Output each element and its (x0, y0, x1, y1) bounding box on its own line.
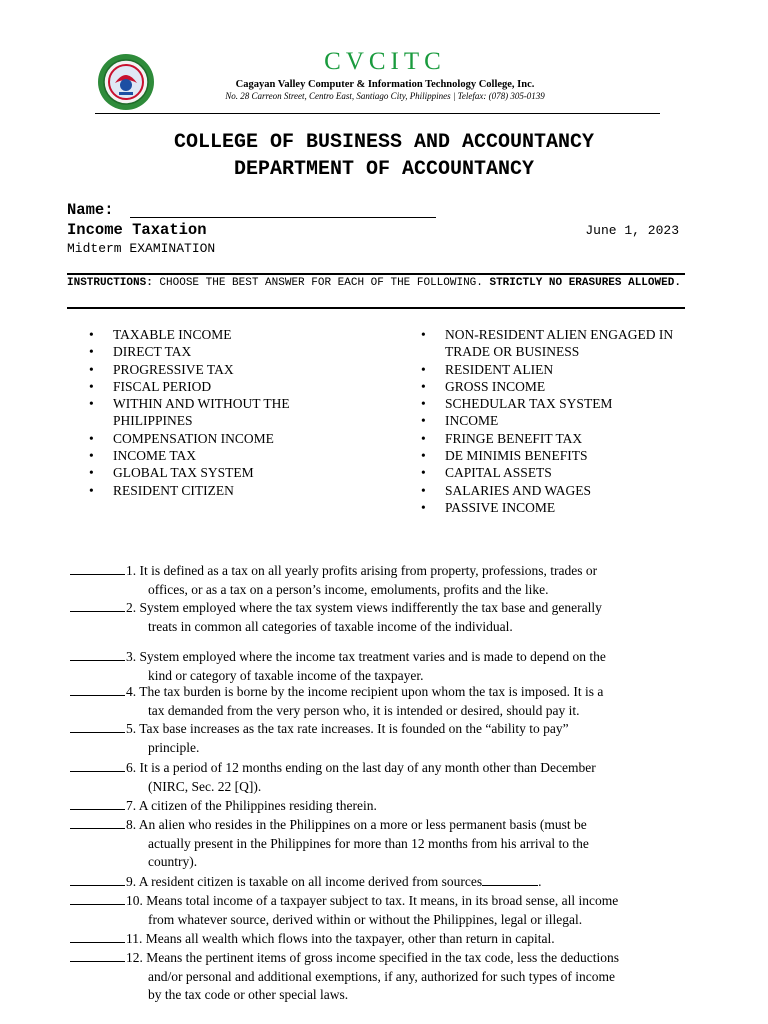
list-item: • DIRECT TAX (89, 343, 334, 360)
question-4: 4. The tax burden is borne by the income recipient upon whom the tax is imposed. It is a tax demanded from the very person who, it is intended or desired, should pay it. (70, 682, 690, 720)
college-logo-icon (97, 53, 155, 111)
question-1: 1. It is defined as a tax on all yearly profits arising from property, professions, trades or offices, or as a tax on a person’s income, emoluments, profits and the like. (70, 561, 690, 599)
exam-date: June 1, 2023 (585, 223, 679, 238)
terms-list-left (89, 326, 334, 499)
list-item: • SALARIES AND WAGES (421, 482, 691, 499)
instructions-text: CHOOSE THE BEST ANSWER FOR EACH OF THE FOLLOWING. (152, 277, 490, 289)
question-6: 6. It is a period of 12 months ending on the last day of any month other than December (NIRC, Sec. 22 [Q]). (70, 758, 690, 796)
question-11: 11. Means all wealth which flows into the taxpayer, other than return in capital. (70, 929, 690, 949)
list-item: • NON-RESIDENT ALIEN ENGAGED IN TRADE OR BUSINESS (421, 326, 691, 361)
question-10: 10. Means total income of a taxpayer subject to tax. It means, in its broad sense, all income from whatever source, derived within or without the Philippines, legal or illegal. (70, 891, 690, 929)
answer-blank[interactable] (70, 598, 125, 612)
exam-type: Midterm EXAMINATION (67, 241, 216, 256)
subject-title: Income Taxation (67, 221, 207, 239)
list-item: • WITHIN AND WITHOUT THE PHILIPPINES (89, 395, 334, 430)
question-2: 2. System employed where the tax system views indifferently the tax base and generally treats in common all categories of taxable income of the individual. (70, 598, 690, 636)
list-item: • FISCAL PERIOD (89, 378, 334, 395)
list-item: • GLOBAL TAX SYSTEM (89, 464, 334, 481)
answer-blank[interactable] (70, 948, 125, 962)
question-8: 8. An alien who resides in the Philippines on a more or less permanent basis (must be actually present in the Philippines for more than 12 months from his arrival to the country). (70, 815, 690, 872)
college-name: Cagayan Valley Computer & Information Technology College, Inc. (235, 79, 535, 90)
list-item: • INCOME TAX (89, 447, 334, 464)
question-7: 7. A citizen of the Philippines residing therein. (70, 796, 690, 816)
question-9: 9. A resident citizen is taxable on all income derived from sources . (70, 872, 690, 892)
list-item: • RESIDENT CITIZEN (89, 482, 334, 499)
answer-blank[interactable] (70, 561, 125, 575)
list-item: • TAXABLE INCOME (89, 326, 334, 343)
instructions-strict: STRICTLY NO ERASURES ALLOWED. (489, 277, 681, 289)
department-title-line1: COLLEGE OF BUSINESS AND ACCOUNTANCY (173, 131, 595, 154)
answer-blank[interactable] (70, 682, 125, 696)
header-divider (95, 113, 660, 114)
name-label: Name: (67, 201, 114, 219)
list-item: • GROSS INCOME (421, 378, 691, 395)
list-item: • DE MINIMIS BENEFITS (421, 447, 691, 464)
answer-blank[interactable] (70, 719, 125, 733)
question-3: 3. System employed where the income tax treatment varies and is made to depend on the kind or category of taxable income of the taxpayer. (70, 647, 690, 685)
question-12: 12. Means the pertinent items of gross income specified in the tax code, less the deductions and/or personal and additional exemptions, if any, authorized for such types of income by the tax code or other special laws. (70, 948, 690, 1005)
instructions-label: INSTRUCTIONS: (67, 277, 153, 289)
list-item: • SCHEDULAR TAX SYSTEM (421, 395, 691, 412)
answer-blank[interactable] (70, 872, 125, 886)
college-abbreviation: CVCITC (324, 48, 446, 75)
list-item: • CAPITAL ASSETS (421, 464, 691, 481)
answer-blank[interactable] (70, 796, 125, 810)
list-item: • PROGRESSIVE TAX (89, 361, 334, 378)
list-item: • FRINGE BENEFIT TAX (421, 430, 691, 447)
college-address: No. 28 Carreon Street, Centro East, Santiago City, Philippines | Telefax: (078) 305-0139 (225, 91, 545, 101)
answer-blank[interactable] (70, 758, 125, 772)
list-item: • PASSIVE INCOME (421, 499, 691, 516)
department-title-line2: DEPARTMENT OF ACCOUNTANCY (233, 158, 535, 181)
instructions-bottom-rule (67, 307, 685, 309)
name-field-line (130, 217, 436, 218)
instructions-top-rule (67, 273, 685, 275)
answer-blank[interactable] (70, 929, 125, 943)
answer-blank[interactable] (70, 647, 125, 661)
answer-blank[interactable] (70, 815, 125, 829)
sources-blank[interactable] (482, 872, 538, 886)
list-item: • COMPENSATION INCOME (89, 430, 334, 447)
list-item: • INCOME (421, 412, 691, 429)
terms-list-right (421, 326, 691, 516)
question-5: 5. Tax base increases as the tax rate increases. It is founded on the “ability to pay” principle. (70, 719, 690, 757)
answer-blank[interactable] (70, 891, 125, 905)
list-item: • RESIDENT ALIEN (421, 361, 691, 378)
instructions (67, 276, 685, 291)
